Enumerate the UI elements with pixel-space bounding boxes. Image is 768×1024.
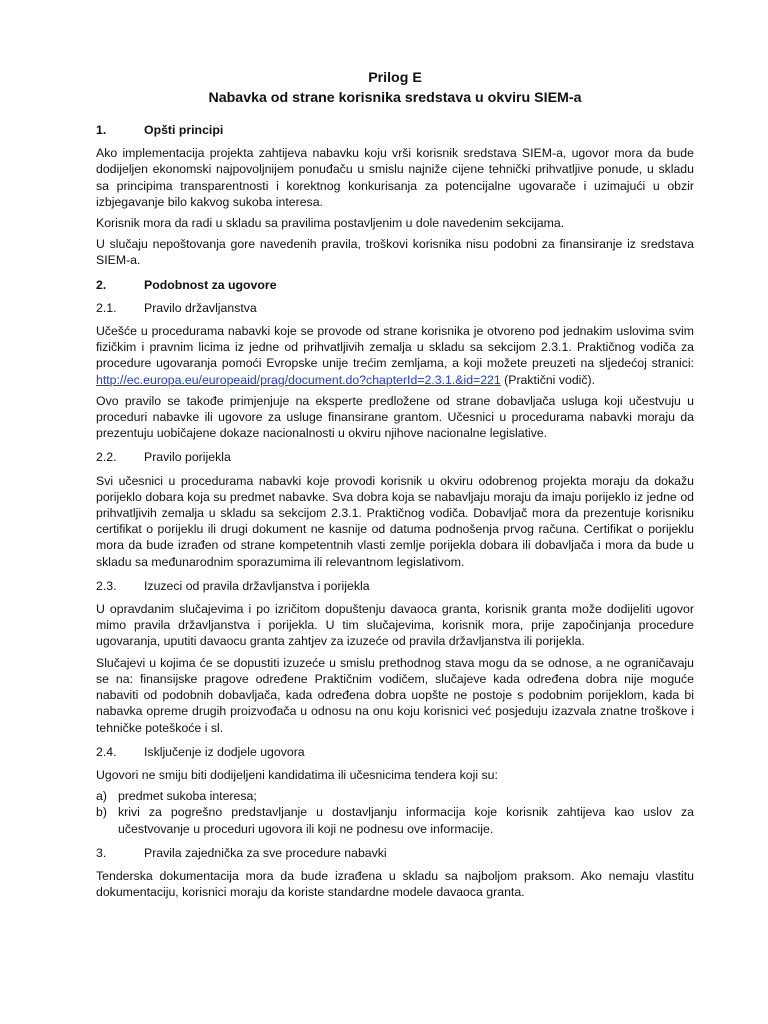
section-3-heading [96,845,694,861]
document-page [96,68,694,905]
section-title: Podobnost za ugovore [144,277,277,292]
paragraph: Svi učesnici u procedurama nabavki koje provodi korisnik u okviru odobrenog projekta moraju da dokažu porijeklo dobara koja su predmet nabavke. Sva dobra koja se nabavljaju moraju da imaju porijeklo iz jedne od prihvatljivih zemalja u skladu sa sekcijom 2.3.1. Praktičnog vodiča. Dobavljač mora da prezentuje korisniku certifikat o porijeklu ili drugi dokument ne kasnije od datuma podnošenja prvog računa. Certifikat o porijeklu mora da bude izrađen od strane kompetentnih vlasti zemlje porijekla dobara ili dobavljača i mora da bude u skladu sa međunarodnim sporazumima ili relevantnom legislativom. [96,473,694,569]
subsection-2-1-heading [96,300,694,316]
subsection-title: Pravilo porijekla [144,450,231,465]
subsection-2-4-heading [96,744,694,760]
paragraph: Ugovori ne smiju biti dodijeljeni kandidatima ili učesnicima tendera koji su: [96,767,498,782]
section-2-heading [96,277,694,293]
section-number: 3. [96,845,107,860]
subsection-title: Isključenje iz dodjele ugovora [144,744,305,759]
list-text: predmet sukoba interesa; [118,789,257,804]
paragraph: U opravdanim slučajevima i po izričitom dopuštenju davaoca granta, korisnik granta može dodijeliti ugovor mimo pravila državljanstva i porijekla. U tim slučajevima, korisnik mora, prije započinjanja procedure ugovaranja, uputiti davaocu granta zahtjev za izuzeće od pravila državljanstva ili porijekla. [96,602,694,649]
list-marker: b) [96,805,107,820]
subsection-2-3-heading [96,578,694,594]
list-text: krivi za pogrešno predstavljanje u dostavljanju informacija koje korisnik zahtijeva kao uslov za učestvovanje u proceduri ugovora ili koji ne podnesu ove informacije. [118,805,694,836]
paragraph: Ovo pravilo se takođe primjenjuje na eksperte predložene od strane dobavljača usluga koji učestvuju u proceduri nabavke ili ugovore za usluge finansirane grantom. Učesnici u procedurama nabavki moraju da prezentuju uobičajene dokaze nacionalnosti u okviru njihove nacionalne legislative. [96,393,694,441]
prag-link[interactable]: http://ec.europa.eu/europeaid/prag/document.do?chapterId=2.3.1.&id=221 [96,372,501,387]
paragraph-text: Učešće u procedurama nabavki koje se provode od strane korisnika je otvoreno pod jednakim uslovima svim fizičkim i pravnim licima iz jedne od prihvatljivih zemalja u skladu sa sekcijom 2.3.1. Praktičnog vodiča za procedure ugovaranja pomoći Evropske unije trećim zemljama, a koji možete preuzeti na sljedećoj stranici: [96,324,694,371]
paragraph-with-link [96,323,694,388]
section-number: 1. [96,123,107,137]
annex-title: Prilog E [368,70,422,86]
section-number: 2. [96,277,107,292]
subsection-number: 2.3. [96,578,117,593]
paragraph: Korisnik mora da radi u skladu sa pravilima postavljenim u dole navedenim sekcijama. [96,216,565,231]
exclusion-list [96,788,694,837]
paragraph: Ako implementacija projekta zahtijeva nabavku koju vrši korisnik sredstava SIEM-a, ugovor mora da bude dodijeljen ekonomski najpovoljnijem ponuđaču u smislu najniže cijene tehnički prihvatljive ponude, u skladu sa principima transparentnosti i korektnog konkurisanja za potencijalne ugovarače i uzimajući u obzir izbjegavanje bilo kakvog sukoba interesa. [96,146,694,209]
subsection-number: 2.4. [96,744,117,759]
section-title: Pravila zajednička za sve procedure nabavki [144,845,387,860]
document-header [96,68,694,108]
list-marker: a) [96,789,107,804]
subsection-number: 2.2. [96,450,117,465]
section-1-heading [96,122,694,138]
list-item [96,788,694,804]
list-item [96,804,694,836]
paragraph: Slučajevi u kojima će se dopustiti izuzeće u smislu prethodnog stava mogu da se odnose, a ne ograničavaju se na: finansijske pragove određene Praktičnim vodičem, slučajeve kada određena dobra nije moguće nabaviti od podobnih dobavljača, kada određena dobra uopšte ne postoje s podobnim porijeklom, kada bi nabavka opreme drugih proizvođača u odnosu na onu koju korisnici već posjeduju izazvala znatne troškove i tehničke poteškoće i sl. [96,655,694,735]
paragraph: U slučaju nepoštovanja gore navedenih pravila, troškovi korisnika nisu podobni za finansiranje iz sredstava SIEM-a. [96,237,694,268]
paragraph: Tenderska dokumentacija mora da bude izrađena u skladu sa najboljom praksom. Ako nemaju vlastitu dokumentaciju, korisnici moraju da koriste standardne modele davaoca granta. [96,868,694,900]
subsection-2-2-heading [96,449,694,465]
subsection-title: Izuzeci od pravila državljanstva i porijekla [144,578,370,593]
paragraph-text: (Praktični vodič). [500,372,596,387]
document-title: Nabavka od strane korisnika sredstava u okviru SIEM-a [208,90,582,106]
subsection-title: Pravilo državljanstva [144,300,257,315]
section-title: Opšti principi [144,123,224,137]
subsection-number: 2.1. [96,300,117,315]
